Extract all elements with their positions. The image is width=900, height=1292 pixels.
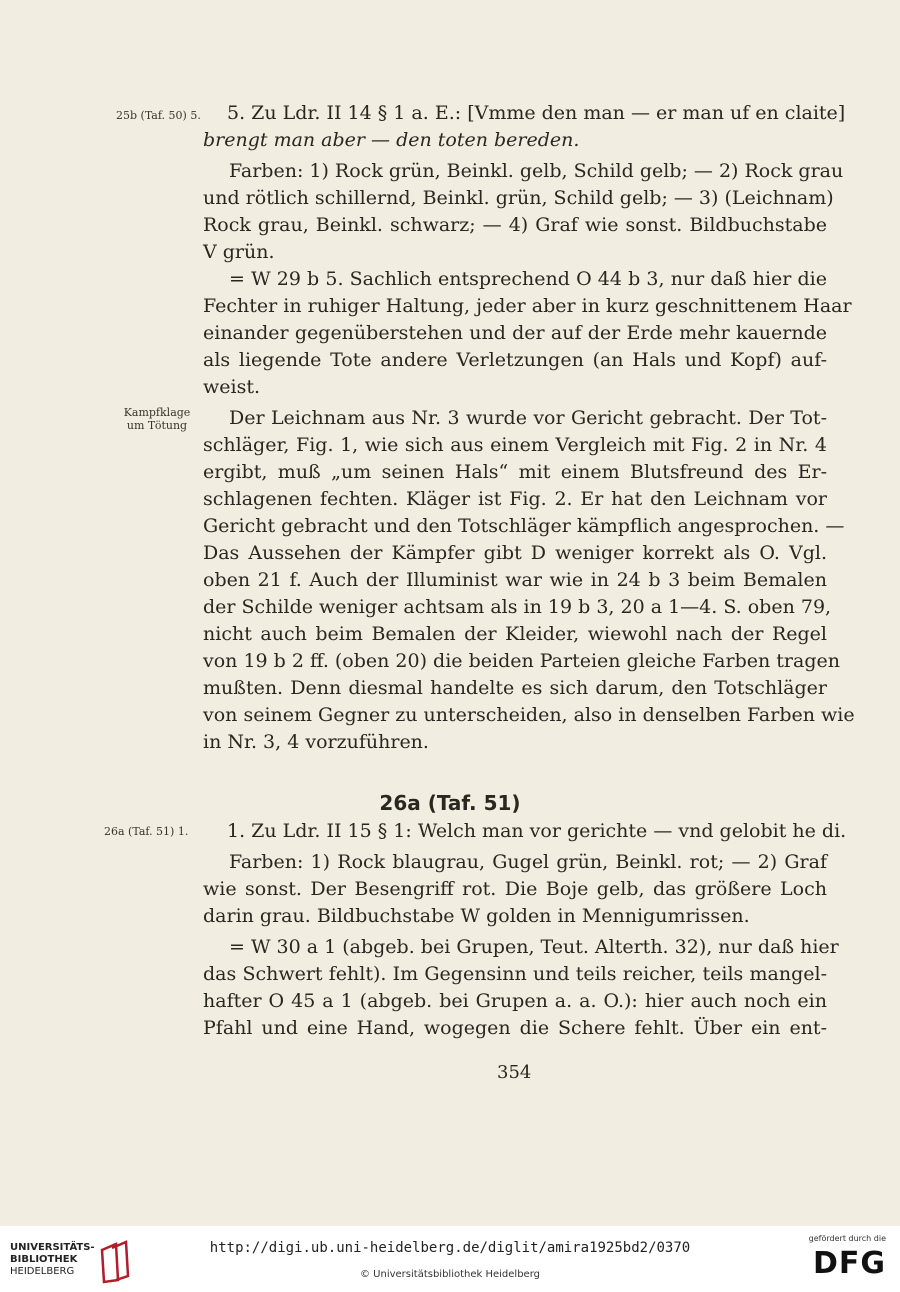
- text-line: Farben: 1) Rock blaugrau, Gugel grün, Beinkl. rot; — 2) Graf: [229, 851, 827, 873]
- text-line: weist.: [203, 376, 261, 398]
- dfg-caption: gefördert durch die: [808, 1234, 886, 1243]
- text-line: Pfahl und eine Hand, wogegen die Schere fehlt. Über ein ent-: [203, 1017, 827, 1039]
- text-line: schläger, Fig. 1, wie sich aus einem Vergleich mit Fig. 2 in Nr. 4: [203, 434, 827, 456]
- text-line: brengt man aber — den toten bereden.: [203, 129, 580, 151]
- section-heading: 26a (Taf. 51): [379, 791, 521, 815]
- text-line: Gericht gebracht und den Totschläger kämpflich angesprochen. —: [203, 515, 845, 537]
- copyright-notice: © Universitätsbibliothek Heidelberg: [359, 1269, 540, 1280]
- text-line: nicht auch beim Bemalen der Kleider, wiewohl nach der Regel: [203, 623, 827, 645]
- text-line: Fechter in ruhiger Haltung, jeder aber in kurz geschnittenem Haar: [203, 295, 852, 317]
- text-line: darin grau. Bildbuchstabe W golden in Mennigumrissen.: [203, 905, 750, 927]
- text-line: Farben: 1) Rock grün, Beinkl. gelb, Schild gelb; — 2) Rock grau: [229, 160, 844, 182]
- page-number: 354: [497, 1062, 532, 1083]
- text-line: V grün.: [203, 241, 275, 263]
- text-line: in Nr. 3, 4 vorzuführen.: [203, 731, 429, 753]
- text-line: Das Aussehen der Kämpfer gibt D weniger korrekt als O. Vgl.: [203, 542, 827, 564]
- text-line: und rötlich schillernd, Beinkl. grün, Schild gelb; — 3) (Leichnam): [203, 187, 834, 209]
- text-line: wie sonst. Der Besengriff rot. Die Boje gelb, das größere Loch: [203, 878, 827, 900]
- margin-note-kampfklage: [117, 406, 197, 432]
- footer-bar: [0, 1226, 900, 1292]
- text-line: mußten. Denn diesmal handelte es sich darum, den Totschläger: [203, 677, 827, 699]
- logo-text-line-2: BIBLIOTHEK: [10, 1254, 78, 1265]
- text-line: ergibt, muß „um seinen Hals“ mit einem Blutsfreund des Er-: [203, 461, 827, 483]
- text-line: das Schwert fehlt). Im Gegensinn und teils reicher, teils mangel-: [203, 963, 827, 985]
- logo-text-line-3: HEIDELBERG: [10, 1266, 75, 1277]
- text-line: einander gegenüberstehen und der auf der Erde mehr kauernde: [203, 322, 827, 344]
- text-line: = W 29 b 5. Sachlich entsprechend O 44 b 3, nur daß hier die: [229, 268, 827, 290]
- logo-text-line-1: UNIVERSITÄTS-: [10, 1242, 95, 1253]
- permalink-url[interactable]: http://digi.ub.uni-heidelberg.de/diglit/amira1925bd2/0370: [209, 1240, 691, 1256]
- text-line: Der Leichnam aus Nr. 3 wurde vor Gericht gebracht. Der Tot-: [229, 407, 827, 429]
- text-line: Rock grau, Beinkl. schwarz; — 4) Graf wie sonst. Bildbuchstabe: [203, 214, 827, 236]
- text-line: 5. Zu Ldr. II 14 § 1 a. E.: [Vmme den man — er man uf en claite]: [227, 102, 846, 124]
- text-line: hafter O 45 a 1 (abgeb. bei Grupen a. a. O.): hier auch noch ein: [203, 990, 827, 1012]
- text-line: 1. Zu Ldr. II 15 § 1: Welch man vor gerichte — vnd gelobit he di.: [227, 820, 847, 842]
- text-line: von 19 b 2 ff. (oben 20) die beiden Parteien gleiche Farben tragen: [203, 650, 840, 672]
- text-line: von seinem Gegner zu unterscheiden, also in denselben Farben wie: [203, 704, 855, 726]
- text-line: als liegende Tote andere Verletzungen (an Hals und Kopf) auf-: [203, 349, 827, 371]
- dfg-wordmark: DFG: [812, 1246, 886, 1281]
- text-line: oben 21 f. Auch der Illuminist war wie in 24 b 3 beim Bemalen: [203, 569, 827, 591]
- text-line: schlagenen fechten. Kläger ist Fig. 2. Er hat den Leichnam vor: [203, 488, 827, 510]
- dfg-logo[interactable]: [796, 1234, 886, 1286]
- text-line: = W 30 a 1 (abgeb. bei Grupen, Teut. Alterth. 32), nur daß hier: [229, 936, 839, 958]
- margin-note-line-2: um Tötung: [126, 419, 188, 432]
- margin-note-line-1: Kampfklage: [123, 406, 191, 419]
- text-line: der Schilde weniger achtsam als in 19 b 3, 20 a 1—4. S. oben 79,: [203, 596, 832, 618]
- margin-reference-26a: 26a (Taf. 51) 1.: [104, 825, 189, 838]
- margin-reference-25b: 25b (Taf. 50) 5.: [116, 109, 201, 122]
